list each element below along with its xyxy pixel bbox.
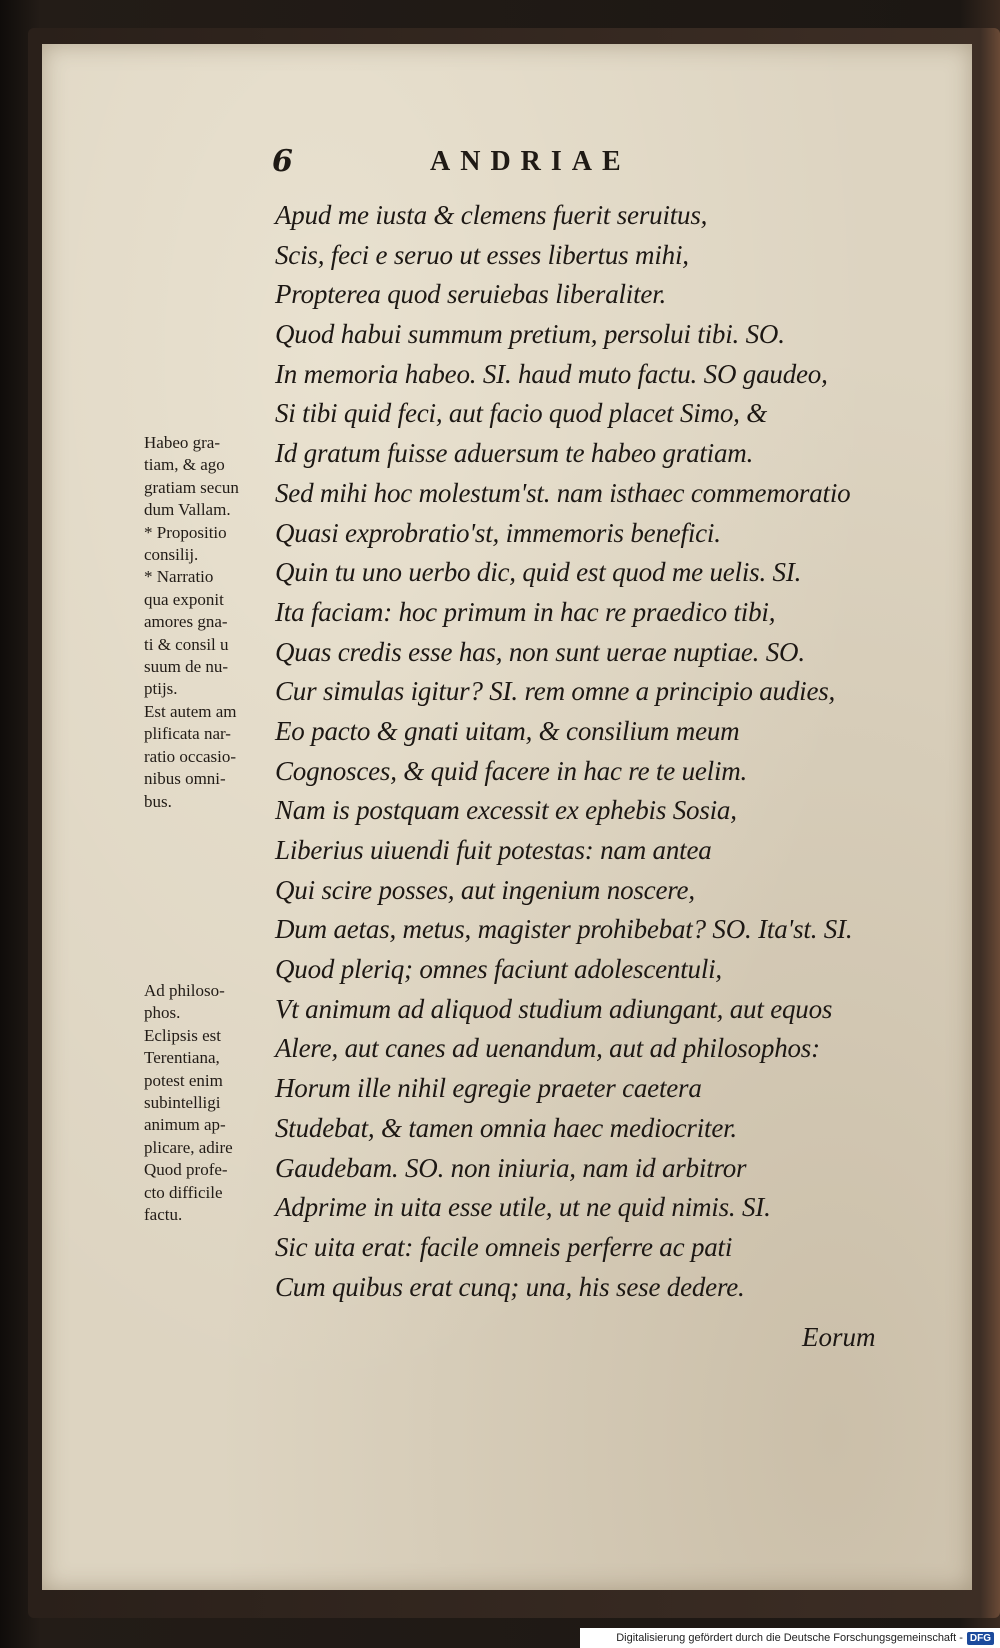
margin-note-line: ratio occasio- xyxy=(144,746,237,766)
dfg-logo: DFG xyxy=(967,1632,994,1645)
verse-line: Vt animum ad aliquod studium adiungant, aut equos xyxy=(275,993,833,1024)
verse-line: Dum aetas, metus, magister prohibebat? SO. Ita'st. SI. xyxy=(275,914,853,945)
margin-note-line: consilij. xyxy=(144,545,199,565)
margin-note-line: bus. xyxy=(144,791,172,811)
margin-note-line: phos. xyxy=(144,1003,181,1023)
margin-note-line: * Narratio xyxy=(144,567,214,587)
margin-note-line: plificata nar- xyxy=(144,724,231,744)
verse-line: Sic uita erat: facile omneis perferre ac pati xyxy=(275,1231,733,1262)
digitization-credit: Digitalisierung gefördert durch die Deutsche Forschungsgemeinschaft - xyxy=(616,1632,963,1644)
margin-note-line: Est autem am xyxy=(144,701,237,721)
verse-line: Eo pacto & gnati uitam, & consilium meum xyxy=(275,715,740,746)
verse-text-block xyxy=(275,196,965,1307)
verse-line: Id gratum fuisse aduersum te habeo gratiam. xyxy=(275,438,754,469)
margin-note-line: Terentiana, xyxy=(144,1048,220,1068)
verse-line: Quod habui summum pretium, persolui tibi. SO. xyxy=(275,319,785,350)
margin-note-line: ti & consil u xyxy=(144,634,229,654)
margin-note-line: dum Vallam. xyxy=(144,500,231,520)
margin-note-line: potest enim xyxy=(144,1070,223,1090)
margin-note-line: tiam, & ago xyxy=(144,455,225,475)
verse-line: In memoria habeo. SI. haud muto factu. SO gaudeo, xyxy=(275,358,828,389)
verse-line: Quasi exprobratio'st, immemoris benefici. xyxy=(275,517,721,548)
margin-note-line: * Propositio xyxy=(144,522,227,542)
verse-line: Cum quibus erat cunq; una, his sese dedere. xyxy=(275,1271,745,1302)
margin-note-line: ptijs. xyxy=(144,679,178,699)
margin-note-line: suum de nu- xyxy=(144,657,229,677)
verse-line: Apud me iusta & clemens fuerit seruitus, xyxy=(275,200,708,230)
margin-note-line: animum ap- xyxy=(144,1115,226,1135)
margin-note-line: nibus omni- xyxy=(144,769,226,789)
margin-note-line: amores gna- xyxy=(144,612,228,632)
verse-line: Horum ille nihil egregie praeter caetera xyxy=(275,1073,702,1104)
page-number: 6 xyxy=(272,144,293,179)
verse-line: Quin tu uno uerbo dic, quid est quod me uelis. SI. xyxy=(275,557,802,588)
digitization-credit-bar xyxy=(580,1628,1000,1648)
verse-line: Nam is postquam excessit ex ephebis Sosia, xyxy=(275,795,737,826)
margin-note-line: gratiam secun xyxy=(144,477,239,497)
verse-line: Gaudebam. SO. non iniuria, nam id arbitror xyxy=(275,1152,747,1183)
margin-note-line: subintelligi xyxy=(144,1092,221,1112)
margin-note-line: plicare, adire xyxy=(144,1137,233,1157)
verse-line: Adprime in uita esse utile, ut ne quid nimis. SI. xyxy=(275,1192,771,1223)
margin-note-line: qua exponit xyxy=(144,589,224,609)
verse-line: Sed mihi hoc molestum'st. nam isthaec commemoratio xyxy=(275,477,851,508)
margin-note-line: cto difficile xyxy=(144,1182,223,1202)
verse-line: Scis, feci e seruo ut esses libertus mihi, xyxy=(275,239,689,270)
margin-note-line: Ad philoso- xyxy=(144,980,225,1000)
verse-line: Cur simulas igitur? SI. rem omne a principio audies, xyxy=(275,676,836,707)
verse-line: Alere, aut canes ad uenandum, aut ad philosophos: xyxy=(275,1033,820,1064)
verse-line: Qui scire posses, aut ingenium noscere, xyxy=(275,874,695,905)
verse-line: Propterea quod seruiebas liberaliter. xyxy=(275,279,667,310)
running-head: ANDRIAE xyxy=(430,146,631,177)
verse-line: Studebat, & tamen omnia haec mediocriter. xyxy=(275,1112,737,1143)
margin-note-spacer xyxy=(144,813,272,980)
margin-note-line: factu. xyxy=(144,1204,183,1224)
verse-line: Liberius uiuendi fuit potestas: nam antea xyxy=(275,835,712,865)
verse-line: Cognosces, & quid facere in hac re te uelim. xyxy=(275,755,748,786)
verse-line: Quod pleriq; omnes faciunt adolescentuli, xyxy=(275,954,722,985)
verse-line: Quas credis esse has, non sunt uerae nuptiae. SO. xyxy=(275,636,805,667)
margin-note-line: Habeo gra- xyxy=(144,433,220,452)
verse-line: Ita faciam: hoc primum in hac re praedico tibi, xyxy=(275,596,776,627)
margin-note-line: Quod profe- xyxy=(144,1160,228,1180)
verse-line: Si tibi quid feci, aut facio quod placet Simo, & xyxy=(275,398,768,429)
catchword: Eorum xyxy=(802,1322,876,1352)
margin-note-line: Eclipsis est xyxy=(144,1025,221,1045)
margin-notes xyxy=(144,432,272,1226)
